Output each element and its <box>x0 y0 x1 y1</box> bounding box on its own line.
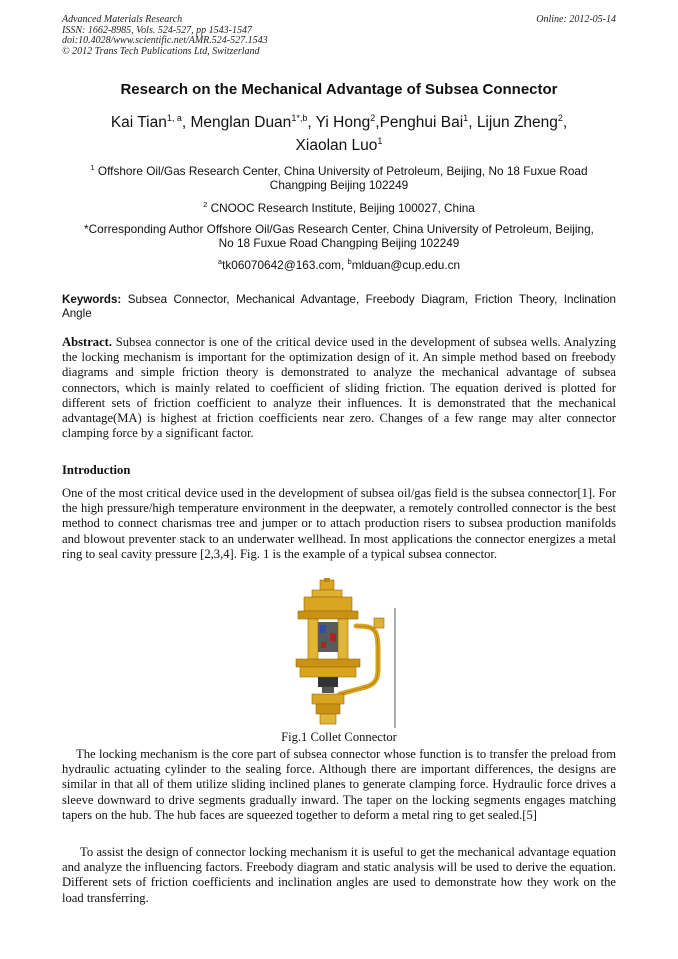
author-name: Penghui Bai <box>379 114 464 131</box>
affiliation-mark: 2 <box>203 200 208 209</box>
affiliation-1-line-1: Offshore Oil/Gas Research Center, China University of Petroleum, Beijing, No 18 Fuxue Road <box>97 164 588 178</box>
author-separator: , <box>562 114 568 131</box>
paper-title: Research on the Mechanical Advantage of Subsea Connector <box>120 81 558 98</box>
author-affiliation-mark: 1 <box>377 136 383 146</box>
author-name: Lijun Zheng <box>476 114 558 131</box>
author-name: Menglan Duan <box>190 114 292 131</box>
keywords-label: Keywords: <box>62 293 122 306</box>
figure-1 <box>290 578 400 728</box>
journal-info <box>62 15 616 57</box>
keywords-block <box>62 293 616 321</box>
issn-line: ISSN: 1662-8985, Vols. 524-527, pp 1543-1547 <box>62 24 252 36</box>
author-affiliation-mark: 2 <box>370 113 376 123</box>
author-separator: , <box>181 114 191 131</box>
intro-paragraph-2: The locking mechanism is the core part of subsea connector whose function is to transfer the preload from hydraulic actuating cylinder to the sealing force. Although there are important differences, the designs are similar in that all of them utilize sliding inclined planes to generate clamping force. Hydraulic force drives a sleeve downward to drive segments gradually inward. The taper on the locking segments engages matching tapers on the hub. The hub faces are squeezed together to deform a metal ring to get sealed.[5] <box>62 747 616 822</box>
author-separator: , <box>307 114 316 131</box>
corresponding-author <box>62 222 616 250</box>
online-date: Online: 2012-05-14 <box>536 14 616 25</box>
corresponding-author-line-2: No 18 Fuxue Road Changping Beijing 102249 <box>218 236 460 250</box>
journal-name: Advanced Materials Research <box>62 14 183 25</box>
corresponding-author-line-1: *Corresponding Author Offshore Oil/Gas Research Center, China University of Petroleum, Beijing, <box>84 222 594 236</box>
author-line-2 <box>62 136 616 155</box>
intro-paragraph-1: One of the most critical device used in the development of subsea oil/gas field is the subsea connector[1]. For the high pressure/high temperature environment in the deepwater, a remotely controlled connector is the best method to connect charismas tree and jumper or to attach production risers to subsea production manifolds and blowout preventer stack to an underwater wellhead. In most applications the connector energizes a metal ring to seal cavity pressure [2,3,4]. Fig. 1 is the example of a typical subsea connector. <box>62 486 616 561</box>
email-mark-b: b <box>347 257 352 266</box>
keywords-text: Subsea Connector, Mechanical Advantage, Freebody Diagram, Friction Theory, Inclination Angle <box>62 293 616 320</box>
author-affiliation-mark: 2 <box>557 113 563 123</box>
author-affiliation-mark: 1, a <box>166 113 182 123</box>
introduction-heading: Introduction <box>62 463 131 477</box>
author-affiliation-mark: 1 <box>463 113 469 123</box>
author-name: Kai Tian <box>110 114 167 131</box>
copyright-line: © 2012 Trans Tech Publications Ltd, Switzerland <box>62 45 260 57</box>
abstract-label: Abstract. <box>62 335 113 349</box>
intro-paragraph-3: To assist the design of connector locking mechanism it is useful to get the mechanical advantage equation and analyze the influencing factors. Freebody diagram and static analysis will be used to derive the equation. Different sets of friction coefficients and inclination angles are used to demonstrate how they work on the load transferring. <box>62 845 616 905</box>
collet-connector-icon <box>290 578 400 728</box>
email-a: tk06070642@163.com, <box>222 258 348 272</box>
figure-1-caption: Fig.1 Collet Connector <box>281 730 397 744</box>
author-affiliation-mark: 1*,b <box>291 113 308 123</box>
affiliation-2-text: CNOOC Research Institute, Beijing 100027, China <box>210 201 475 215</box>
abstract-text: Subsea connector is one of the critical device used in the development of subsea wells. Analyzing the locking mechanism is important for the optimization design of it. An simple method based on freebody diagrams and simple friction theory is demonstrated to analyze the mechanical advantage of subsea connectors, which is mainly related to coefficient of sliding friction. The equation derived is plotted for different sets of friction coefficient to analyze their influences. It is demonstrated that the mechanical advantage(MA) is highest at friction coefficients near zero. Changes of a few range may alter connector clamping force by a significant factor. <box>62 335 616 441</box>
affiliation-1 <box>62 164 616 192</box>
author-name: Xiaolan Luo <box>295 137 378 154</box>
author-line-1 <box>62 113 616 132</box>
email-b: mlduan@cup.edu.cn <box>351 258 461 272</box>
doi-line: doi:10.4028/www.scientific.net/AMR.524-527.1543 <box>62 35 268 46</box>
author-name: Yi Hong <box>315 114 371 131</box>
affiliation-2 <box>62 201 616 215</box>
author-separator: , <box>468 114 477 131</box>
email-mark-a: a <box>217 257 223 266</box>
author-separator: , <box>375 114 380 131</box>
journal-header <box>62 15 616 57</box>
author-emails <box>62 258 616 272</box>
abstract-block <box>62 335 616 441</box>
affiliation-mark: 1 <box>90 163 95 172</box>
affiliation-1-line-2: Changping Beijing 102249 <box>269 178 409 192</box>
